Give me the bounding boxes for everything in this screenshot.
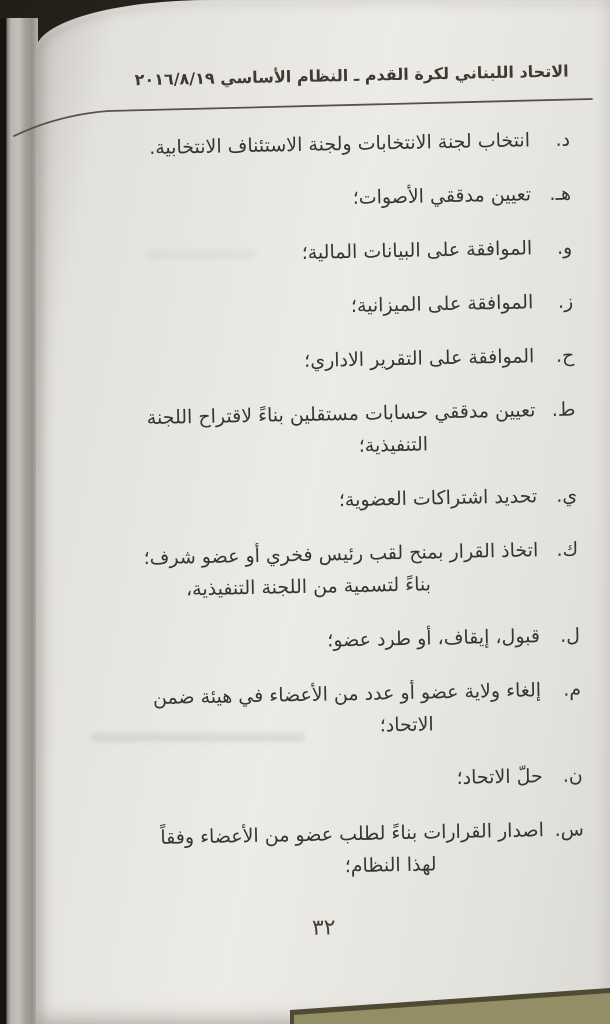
item-line: الاتحاد؛ [379, 713, 434, 737]
item-marker: ن. [562, 764, 583, 787]
item-marker: ح. [555, 344, 575, 367]
item-text [48, 233, 533, 273]
list-item [53, 480, 577, 521]
book-gutter-page-edges [0, 18, 38, 1024]
item-text [51, 395, 536, 467]
item-marker: هـ. [549, 182, 572, 205]
item-text [57, 675, 542, 747]
item-line: الموافقة على البيانات المالية؛ [301, 237, 533, 264]
list-item [54, 534, 579, 607]
item-line: إلغاء ولاية عضو أو عدد من الأعضاء في هيئة ضمن [152, 679, 542, 710]
list-item [48, 233, 572, 274]
list-item [60, 814, 585, 887]
items-list [46, 125, 585, 887]
item-line: تعيين مدققي حسابات مستقلين بناءً لاقتراح اللجنة [146, 399, 536, 430]
item-line: تعيين مدققي الأصوات؛ [352, 183, 532, 209]
item-marker: ي. [555, 484, 578, 507]
item-line: انتخاب لجنة الانتخابات ولجنة الاستئناف الانتخابية. [148, 129, 531, 159]
item-marker: ط. [551, 398, 576, 421]
item-line: الموافقة على التقرير الاداري؛ [303, 345, 535, 372]
list-item [56, 620, 580, 661]
item-text [50, 341, 535, 381]
item-text [47, 179, 532, 219]
item-text [49, 287, 534, 327]
item-text [46, 125, 531, 165]
item-marker: د. [555, 128, 571, 151]
list-item [57, 674, 582, 747]
item-marker: ز. [557, 290, 574, 313]
item-marker: م. [563, 678, 582, 701]
item-text [54, 535, 539, 607]
list-item [50, 341, 574, 382]
item-text [53, 481, 538, 521]
item-text [59, 761, 544, 801]
page-header-title: الاتحاد اللبناني لكرة القدم ـ النظام الأساسي ٢٠١٦/٨/١٩ [134, 61, 569, 90]
item-line: قبول، إيقاف، أو طرد عضو؛ [327, 625, 541, 652]
item-line: الموافقة على الميزانية؛ [350, 291, 534, 317]
item-marker: و. [556, 236, 573, 259]
item-marker: ل. [559, 624, 581, 647]
list-item [59, 760, 583, 801]
item-marker: س. [554, 818, 585, 841]
list-item [51, 394, 576, 467]
item-line: التنفيذية؛ [358, 433, 429, 457]
item-text [60, 815, 545, 887]
book-page [36, 0, 610, 1024]
list-item [47, 179, 571, 220]
page-number: ٣٢ [311, 915, 336, 941]
item-marker: ك. [556, 538, 579, 561]
item-text [56, 621, 541, 661]
list-item [46, 125, 570, 166]
item-line: اصدار القرارات بناءً لطلب عضو من الأعضاء وفقاً [160, 819, 545, 849]
list-item [49, 287, 573, 328]
item-line: اتخاذ القرار بمنح لقب رئيس فخري أو عضو شرف؛ [143, 539, 539, 570]
page-content [35, 0, 610, 1024]
item-line: حلّ الاتحاد؛ [456, 765, 543, 789]
item-line: بناءً لتسمية من اللجنة التنفيذية، [185, 573, 432, 601]
item-line: لهذا النظام؛ [344, 853, 437, 878]
item-line: تحديد اشتراكات العضوية؛ [338, 485, 538, 512]
